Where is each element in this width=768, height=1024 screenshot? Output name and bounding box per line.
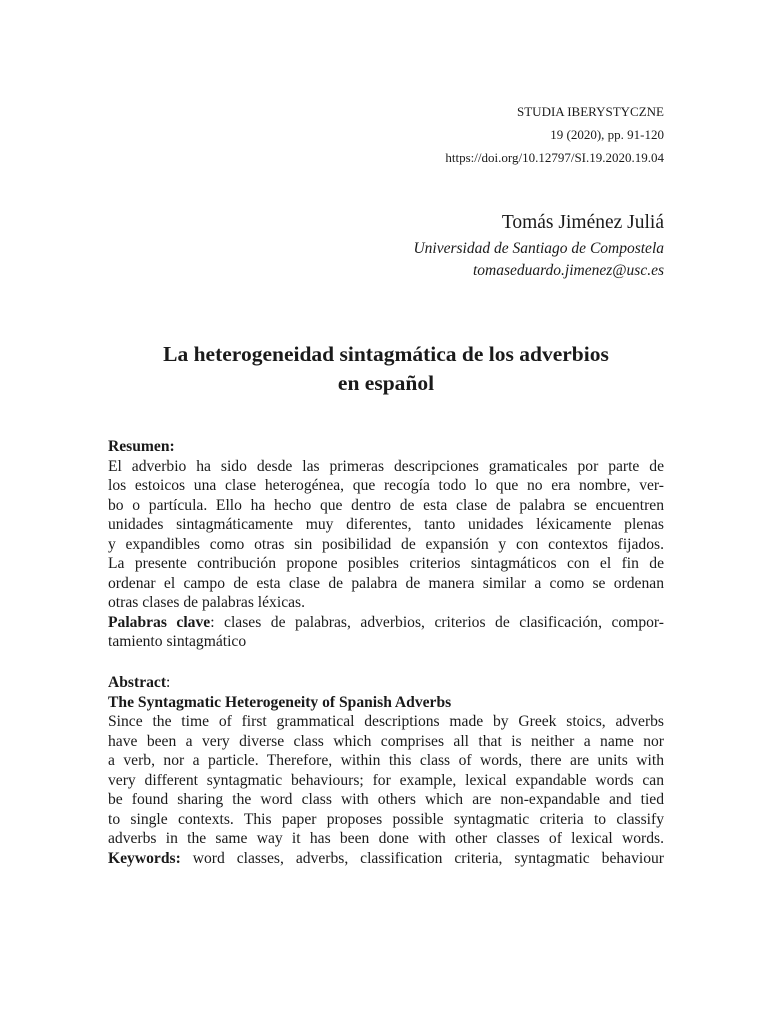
abstract-line: Since the time of first grammatical descriptions made by Greek stoics, adverbs bbox=[108, 713, 664, 730]
article-title bbox=[108, 340, 664, 398]
abstract-keywords-text: word classes, adverbs, classification criteria, syntagmatic behaviour bbox=[180, 849, 664, 867]
resumen-line: El adverbio ha sido desde las primeras descripciones gramaticales por parte de bbox=[108, 457, 664, 475]
author-email: tomaseduardo.jimenez@usc.es bbox=[472, 262, 664, 279]
abstract-heading-colon: : bbox=[166, 674, 171, 691]
abstract-line: have been a very diverse class which comprises all that is neither a name nor bbox=[108, 732, 664, 750]
resumen-line: bo o partícula. Ello ha hecho que dentro de esta clase de palabra se encuentren bbox=[108, 496, 664, 514]
journal-issue: 19 (2020), pp. 91-120 bbox=[550, 127, 664, 142]
abstract-section bbox=[108, 673, 664, 868]
resumen-heading: Resumen: bbox=[108, 438, 175, 455]
abstract-line: to single contexts. This paper proposes possible syntagmatic criteria to classify bbox=[108, 810, 664, 828]
abstract-line: a verb, nor a particle. Therefore, within this class of words, there are units with bbox=[108, 752, 664, 769]
resumen-keywords-text: : clases de palabras, adverbios, criterios de clasificación, compor- bbox=[210, 613, 665, 631]
title-line-1: La heterogeneidad sintagmática de los adverbios bbox=[163, 342, 609, 366]
abstract-heading-label: Abstract bbox=[108, 674, 167, 691]
journal-doi: https://doi.org/10.12797/SI.19.2020.19.04 bbox=[445, 150, 664, 165]
abstract-line: adverbs in the same way it has been done with other classes of lexical words. bbox=[108, 830, 664, 847]
abstract-keywords bbox=[108, 849, 664, 869]
abstract-subtitle: The Syntagmatic Heterogeneity of Spanish Adverbs bbox=[108, 693, 452, 711]
resumen-keywords-label: Palabras clave bbox=[108, 613, 211, 631]
resumen-keywords bbox=[108, 613, 664, 633]
title-line-2: en español bbox=[337, 371, 435, 395]
resumen-section bbox=[108, 437, 664, 652]
journal-header bbox=[445, 100, 664, 169]
resumen-line: ordenar el campo de esta clase de palabra de manera similar a como se ordenan bbox=[108, 574, 664, 592]
abstract-line: very different syntagmatic behaviours; for example, lexical expandable words can bbox=[108, 771, 664, 789]
author-name: Tomás Jiménez Juliá bbox=[501, 212, 664, 233]
resumen-keywords-continued: tamiento sintagmático bbox=[108, 633, 247, 650]
resumen-line: otras clases de palabras léxicas. bbox=[108, 594, 306, 611]
author-affiliation: Universidad de Santiago de Compostela bbox=[413, 240, 664, 257]
journal-name: STUDIA IBERYSTYCZNE bbox=[517, 104, 664, 119]
resumen-line: y expandibles como otras sin posibilidad de expansión y con contextos fijados. bbox=[108, 535, 664, 553]
resumen-line: La presente contribución propone posibles criterios sintagmáticos con el fin de bbox=[108, 555, 664, 572]
abstract-heading bbox=[108, 673, 664, 693]
abstract-line: be found sharing the word class with others which are non-expandable and tied bbox=[108, 791, 664, 808]
author-block bbox=[413, 208, 664, 282]
abstract-keywords-label: Keywords: bbox=[108, 849, 181, 867]
resumen-line: los estoicos una clase heterogénea, que recogía todo lo que no era nombre, ver- bbox=[108, 477, 664, 494]
resumen-line: unidades sintagmáticamente muy diferentes, tanto unidades léxicamente plenas bbox=[108, 516, 664, 533]
